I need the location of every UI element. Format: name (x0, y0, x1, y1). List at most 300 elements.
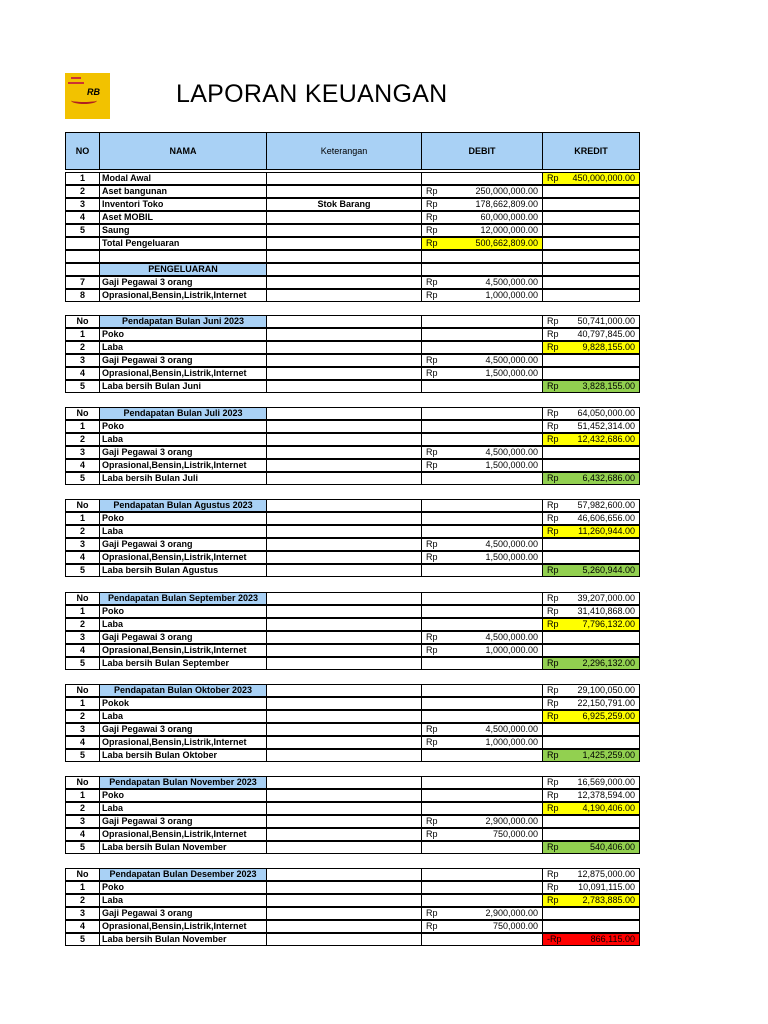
row-no: 3 (65, 723, 100, 736)
currency-label: Rp (426, 829, 438, 839)
table-row (66, 920, 641, 933)
debit-amount: 4,500,000.00 (485, 355, 538, 365)
row-no: No (65, 407, 100, 420)
row-no (65, 237, 100, 250)
row-keterangan (266, 407, 422, 420)
row-nama: Inventori Toko (99, 198, 267, 211)
row-debit (421, 657, 543, 670)
row-keterangan (266, 512, 422, 525)
row-no: 5 (65, 472, 100, 485)
row-kredit (542, 881, 640, 894)
row-keterangan (266, 328, 422, 341)
table-row (66, 894, 641, 907)
table-row (66, 224, 641, 237)
table-row (66, 789, 641, 802)
row-no: 1 (65, 328, 100, 341)
row-nama: Gaji Pegawai 3 orang (99, 276, 267, 289)
debit-amount: 4,500,000.00 (485, 632, 538, 642)
row-kredit (542, 736, 640, 749)
table-row (66, 459, 641, 472)
row-debit (421, 933, 543, 946)
kredit-amount: 12,875,000.00 (577, 869, 635, 879)
table-row (66, 472, 641, 485)
row-debit (421, 250, 543, 263)
row-kredit (542, 211, 640, 224)
header-nama: NAMA (99, 132, 267, 170)
row-no: 2 (65, 525, 100, 538)
currency-label: Rp (547, 882, 559, 892)
table-row (66, 354, 641, 367)
row-no: 3 (65, 631, 100, 644)
logo-swoosh (71, 97, 97, 104)
row-debit (421, 198, 543, 211)
month-header-row (66, 592, 641, 605)
row-no: 5 (65, 564, 100, 577)
row-debit (421, 894, 543, 907)
row-no: 2 (65, 341, 100, 354)
row-no: 8 (65, 289, 100, 302)
row-kredit (542, 710, 640, 723)
row-nama: Laba bersih Bulan Juni (99, 380, 267, 393)
currency-label: Rp (547, 434, 559, 444)
row-nama: Gaji Pegawai 3 orang (99, 815, 267, 828)
row-debit (421, 499, 543, 512)
row-debit (421, 289, 543, 302)
row-kredit (542, 828, 640, 841)
table-row (66, 538, 641, 551)
row-nama: Oprasional,Bensin,Listrik,Internet (99, 289, 267, 302)
row-no: 3 (65, 354, 100, 367)
row-nama: Pendapatan Bulan Desember 2023 (99, 868, 267, 881)
row-nama: Saung (99, 224, 267, 237)
debit-amount: 250,000,000.00 (475, 186, 538, 196)
row-keterangan (266, 618, 422, 631)
row-no: 4 (65, 551, 100, 564)
row-no: 5 (65, 749, 100, 762)
row-debit (421, 841, 543, 854)
row-nama: Poko (99, 881, 267, 894)
row-debit (421, 380, 543, 393)
debit-amount: 750,000.00 (492, 829, 538, 839)
kredit-amount: 39,207,000.00 (577, 593, 635, 603)
row-keterangan: Stok Barang (266, 198, 422, 211)
row-nama: Laba bersih Bulan November (99, 933, 267, 946)
debit-amount: 4,500,000.00 (485, 447, 538, 457)
currency-label: Rp (547, 619, 559, 629)
kredit-amount: 7,796,132.00 (582, 619, 635, 629)
row-keterangan (266, 446, 422, 459)
row-debit (421, 592, 543, 605)
row-debit (421, 723, 543, 736)
currency-label: Rp (426, 539, 438, 549)
table-row (66, 828, 641, 841)
kredit-amount: 31,410,868.00 (577, 606, 635, 616)
row-nama: Poko (99, 605, 267, 618)
row-nama: Pendapatan Bulan Oktober 2023 (99, 684, 267, 697)
row-nama: Oprasional,Bensin,Listrik,Internet (99, 459, 267, 472)
row-keterangan (266, 224, 422, 237)
row-keterangan (266, 723, 422, 736)
table-row (66, 933, 641, 946)
row-kredit (542, 723, 640, 736)
table-row (66, 446, 641, 459)
row-no: No (65, 776, 100, 789)
row-keterangan (266, 815, 422, 828)
row-kredit (542, 472, 640, 485)
header-keterangan: Keterangan (266, 132, 422, 170)
row-nama: Gaji Pegawai 3 orang (99, 907, 267, 920)
currency-label: Rp (426, 921, 438, 931)
table-row (66, 736, 641, 749)
row-keterangan (266, 276, 422, 289)
row-no: 3 (65, 198, 100, 211)
table-row (66, 433, 641, 446)
currency-label: Rp (547, 606, 559, 616)
row-nama: Total Pengeluaran (99, 237, 267, 250)
row-kredit (542, 551, 640, 564)
row-no: 5 (65, 380, 100, 393)
row-kredit (542, 433, 640, 446)
table-row (66, 172, 641, 185)
row-kredit (542, 749, 640, 762)
currency-label: Rp (547, 500, 559, 510)
row-kredit (542, 657, 640, 670)
currency-label: Rp (547, 381, 559, 391)
table-row (66, 881, 641, 894)
table-row (66, 185, 641, 198)
row-kredit (542, 592, 640, 605)
row-no: 3 (65, 446, 100, 459)
debit-amount: 1,000,000.00 (485, 290, 538, 300)
row-kredit (542, 263, 640, 276)
table-row (66, 564, 641, 577)
header-debit: DEBIT (421, 132, 543, 170)
row-keterangan (266, 433, 422, 446)
currency-label: Rp (547, 790, 559, 800)
row-kredit (542, 789, 640, 802)
currency-label: Rp (547, 593, 559, 603)
row-keterangan (266, 657, 422, 670)
kredit-amount: 3,828,155.00 (582, 381, 635, 391)
table-row (66, 618, 641, 631)
row-debit (421, 276, 543, 289)
table-row (66, 815, 641, 828)
row-no: 1 (65, 605, 100, 618)
currency-label: Rp (547, 750, 559, 760)
row-kredit (542, 868, 640, 881)
kredit-amount: 2,296,132.00 (582, 658, 635, 668)
row-keterangan (266, 538, 422, 551)
table-row (66, 605, 641, 618)
row-debit (421, 697, 543, 710)
currency-label: Rp (426, 212, 438, 222)
row-no: 4 (65, 736, 100, 749)
row-nama: Laba bersih Bulan September (99, 657, 267, 670)
row-debit (421, 749, 543, 762)
row-keterangan (266, 525, 422, 538)
row-keterangan (266, 592, 422, 605)
row-nama: Pendapatan Bulan Agustus 2023 (99, 499, 267, 512)
currency-label: Rp (547, 658, 559, 668)
row-kredit (542, 341, 640, 354)
kredit-amount: 1,425,259.00 (582, 750, 635, 760)
table-row (66, 328, 641, 341)
row-no: 1 (65, 789, 100, 802)
row-debit (421, 907, 543, 920)
kredit-amount: 64,050,000.00 (577, 408, 635, 418)
row-debit (421, 185, 543, 198)
row-nama: Pendapatan Bulan Juni 2023 (99, 315, 267, 328)
row-nama: Oprasional,Bensin,Listrik,Internet (99, 644, 267, 657)
currency-label: Rp (547, 803, 559, 813)
month-header-row (66, 868, 641, 881)
row-debit (421, 354, 543, 367)
row-debit (421, 224, 543, 237)
row-kredit (542, 499, 640, 512)
debit-amount: 1,500,000.00 (485, 552, 538, 562)
row-debit (421, 341, 543, 354)
row-debit (421, 631, 543, 644)
kredit-amount: 2,783,885.00 (582, 895, 635, 905)
row-nama: Oprasional,Bensin,Listrik,Internet (99, 920, 267, 933)
table-row (66, 380, 641, 393)
table-row (66, 289, 641, 302)
row-debit (421, 420, 543, 433)
kredit-amount: 5,260,944.00 (582, 565, 635, 575)
table-row (66, 551, 641, 564)
row-debit (421, 512, 543, 525)
currency-label: Rp (547, 685, 559, 695)
table-row (66, 341, 641, 354)
row-keterangan (266, 920, 422, 933)
row-no: 2 (65, 618, 100, 631)
currency-label: Rp (426, 737, 438, 747)
debit-amount: 1,500,000.00 (485, 368, 538, 378)
row-debit (421, 564, 543, 577)
row-keterangan (266, 802, 422, 815)
currency-label: Rp (426, 908, 438, 918)
row-debit (421, 446, 543, 459)
debit-amount: 4,500,000.00 (485, 539, 538, 549)
row-nama: Poko (99, 789, 267, 802)
row-nama: Laba (99, 894, 267, 907)
row-kredit (542, 407, 640, 420)
row-nama: Gaji Pegawai 3 orang (99, 446, 267, 459)
row-keterangan (266, 828, 422, 841)
row-kredit (542, 841, 640, 854)
row-nama (99, 250, 267, 263)
row-debit (421, 710, 543, 723)
currency-label: Rp (547, 408, 559, 418)
currency-label: Rp (547, 342, 559, 352)
row-kredit (542, 276, 640, 289)
row-no: 3 (65, 538, 100, 551)
row-kredit (542, 367, 640, 380)
row-no: 2 (65, 894, 100, 907)
row-debit (421, 172, 543, 185)
row-kredit (542, 198, 640, 211)
month-header-row (66, 776, 641, 789)
currency-label: Rp (426, 816, 438, 826)
row-debit (421, 263, 543, 276)
row-keterangan (266, 250, 422, 263)
row-debit (421, 815, 543, 828)
row-nama: Pendapatan Bulan Juli 2023 (99, 407, 267, 420)
row-keterangan (266, 894, 422, 907)
row-keterangan (266, 499, 422, 512)
row-no: 5 (65, 841, 100, 854)
row-debit (421, 828, 543, 841)
row-kredit (542, 289, 640, 302)
row-keterangan (266, 631, 422, 644)
month-header-row (66, 315, 641, 328)
row-nama: Laba (99, 341, 267, 354)
currency-label: Rp (547, 526, 559, 536)
currency-label: Rp (426, 225, 438, 235)
row-nama: Poko (99, 328, 267, 341)
row-kredit (542, 776, 640, 789)
kredit-amount: 12,432,686.00 (577, 434, 635, 444)
row-no: 2 (65, 433, 100, 446)
kredit-amount: 4,190,406.00 (582, 803, 635, 813)
kredit-amount: 866,115.00 (590, 934, 635, 944)
currency-label: Rp (426, 355, 438, 365)
row-debit (421, 525, 543, 538)
row-kredit (542, 525, 640, 538)
row-no: 4 (65, 211, 100, 224)
row-no: 5 (65, 657, 100, 670)
row-nama: Laba bersih Bulan Oktober (99, 749, 267, 762)
row-nama: Modal Awal (99, 172, 267, 185)
row-no: 5 (65, 224, 100, 237)
row-no: 3 (65, 815, 100, 828)
row-kredit (542, 172, 640, 185)
row-no (65, 250, 100, 263)
kredit-amount: 11,260,944.00 (578, 526, 635, 536)
row-debit (421, 644, 543, 657)
row-debit (421, 459, 543, 472)
row-debit (421, 472, 543, 485)
page-title: LAPORAN KEUANGAN (176, 80, 448, 108)
currency-label: Rp (426, 186, 438, 196)
debit-amount: 2,900,000.00 (485, 908, 538, 918)
table-row (66, 276, 641, 289)
row-kredit (542, 224, 640, 237)
row-nama: Pokok (99, 697, 267, 710)
row-nama: Laba (99, 802, 267, 815)
row-debit (421, 881, 543, 894)
row-debit (421, 407, 543, 420)
table-row (66, 657, 641, 670)
row-keterangan (266, 736, 422, 749)
header-kredit: KREDIT (542, 132, 640, 170)
row-no: No (65, 499, 100, 512)
table-row (66, 250, 641, 263)
row-kredit (542, 802, 640, 815)
debit-amount: 2,900,000.00 (485, 816, 538, 826)
row-no (65, 263, 100, 276)
table-row (66, 802, 641, 815)
row-no: 1 (65, 697, 100, 710)
row-debit (421, 605, 543, 618)
row-kredit (542, 237, 640, 250)
kredit-amount: 57,982,600.00 (577, 500, 635, 510)
currency-label: Rp (426, 290, 438, 300)
row-debit (421, 328, 543, 341)
row-nama: Laba bersih Bulan November (99, 841, 267, 854)
row-keterangan (266, 459, 422, 472)
row-kredit (542, 354, 640, 367)
row-no: No (65, 592, 100, 605)
row-no: 1 (65, 881, 100, 894)
debit-amount: 4,500,000.00 (485, 724, 538, 734)
row-nama: Laba bersih Bulan Juli (99, 472, 267, 485)
row-no: 1 (65, 172, 100, 185)
row-keterangan (266, 172, 422, 185)
row-keterangan (266, 367, 422, 380)
row-kredit (542, 684, 640, 697)
row-kredit (542, 380, 640, 393)
row-nama: Pendapatan Bulan November 2023 (99, 776, 267, 789)
row-no: 1 (65, 420, 100, 433)
row-nama: Oprasional,Bensin,Listrik,Internet (99, 736, 267, 749)
kredit-amount: 12,378,594.00 (577, 790, 635, 800)
kredit-amount: 22,150,791.00 (577, 698, 635, 708)
currency-label: Rp (426, 238, 438, 248)
row-keterangan (266, 185, 422, 198)
currency-label: Rp (547, 895, 559, 905)
row-debit (421, 868, 543, 881)
currency-label: Rp (547, 842, 559, 852)
row-nama: Oprasional,Bensin,Listrik,Internet (99, 828, 267, 841)
month-header-row (66, 684, 641, 697)
currency-label: Rp (426, 368, 438, 378)
row-nama: Laba (99, 618, 267, 631)
row-no: 2 (65, 802, 100, 815)
row-keterangan (266, 380, 422, 393)
debit-amount: 60,000,000.00 (480, 212, 538, 222)
row-nama: PENGELUARAN (99, 263, 267, 276)
logo-stripe (68, 82, 84, 84)
row-kredit (542, 459, 640, 472)
table-row (66, 237, 641, 250)
row-kredit (542, 644, 640, 657)
logo-text: RB (87, 87, 100, 97)
debit-amount: 500,662,809.00 (475, 238, 538, 248)
row-debit (421, 684, 543, 697)
row-debit (421, 776, 543, 789)
row-no: 7 (65, 276, 100, 289)
currency-label: -Rp (547, 934, 562, 944)
currency-label: Rp (426, 632, 438, 642)
kredit-amount: 6,925,259.00 (582, 711, 635, 721)
table-header (66, 132, 641, 170)
table-row (66, 263, 641, 276)
row-keterangan (266, 263, 422, 276)
row-no: 2 (65, 710, 100, 723)
row-kredit (542, 185, 640, 198)
currency-label: Rp (547, 711, 559, 721)
row-kredit (542, 605, 640, 618)
row-no: 2 (65, 185, 100, 198)
header-no: NO (65, 132, 100, 170)
row-kredit (542, 907, 640, 920)
table-row (66, 367, 641, 380)
row-kredit (542, 894, 640, 907)
currency-label: Rp (547, 421, 559, 431)
month-header-row (66, 499, 641, 512)
table-row (66, 525, 641, 538)
